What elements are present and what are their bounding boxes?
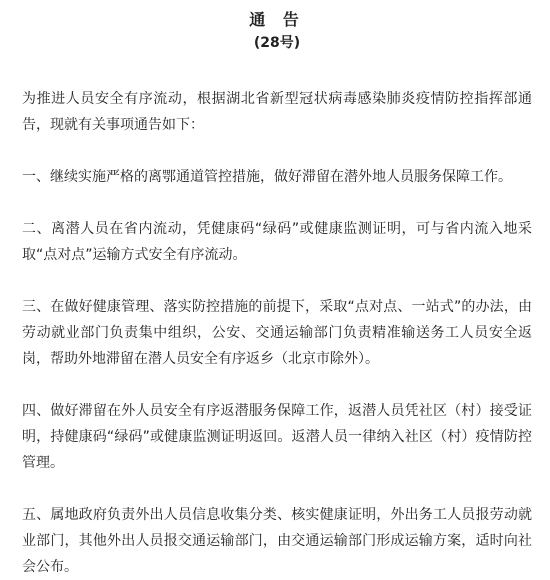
item-paragraph-5: 五、属地政府负责外出人员信息收集分类、核实健康证明，外出务工人员报劳动就业部门，其他外出人员报交通运输部门，由交通运输部门形成运输方案，适时向社会公布。 [22, 507, 532, 575]
notice-number: (28号) [253, 35, 301, 51]
item-paragraph-4: 四、做好滞留在外人员安全有序返潜服务保障工作，返潜人员凭社区（村）接受证明，持健康码“绿码”或健康监测证明返回。返潜人员一律纳入社区（村）疫情防控管理。 [22, 403, 532, 471]
item-paragraph-3: 三、在做好健康管理、落实防控措施的前提下，采取“点对点、一站式”的办法，由劳动就业部门负责集中组织，公安、交通运输部门负责精准输送务工人员安全返岗，帮助外地滞留在潜人员安全有序返乡（北京市除外）。 [22, 299, 532, 367]
intro-paragraph: 为推进人员安全有序流动，根据湖北省新型冠状病毒感染肺炎疫情防控指挥部通告，现就有关事项通告如下： [22, 91, 532, 133]
item-paragraph-2: 二、离潜人员在省内流动，凭健康码“绿码”或健康监测证明，可与省内流入地采取“点对点”运输方式安全有序流动。 [22, 221, 532, 263]
item-paragraph-1: 一、继续实施严格的离鄂通道管控措施，做好滞留在潜外地人员服务保障工作。 [22, 169, 512, 185]
notice-title: 通 告 [249, 10, 305, 29]
